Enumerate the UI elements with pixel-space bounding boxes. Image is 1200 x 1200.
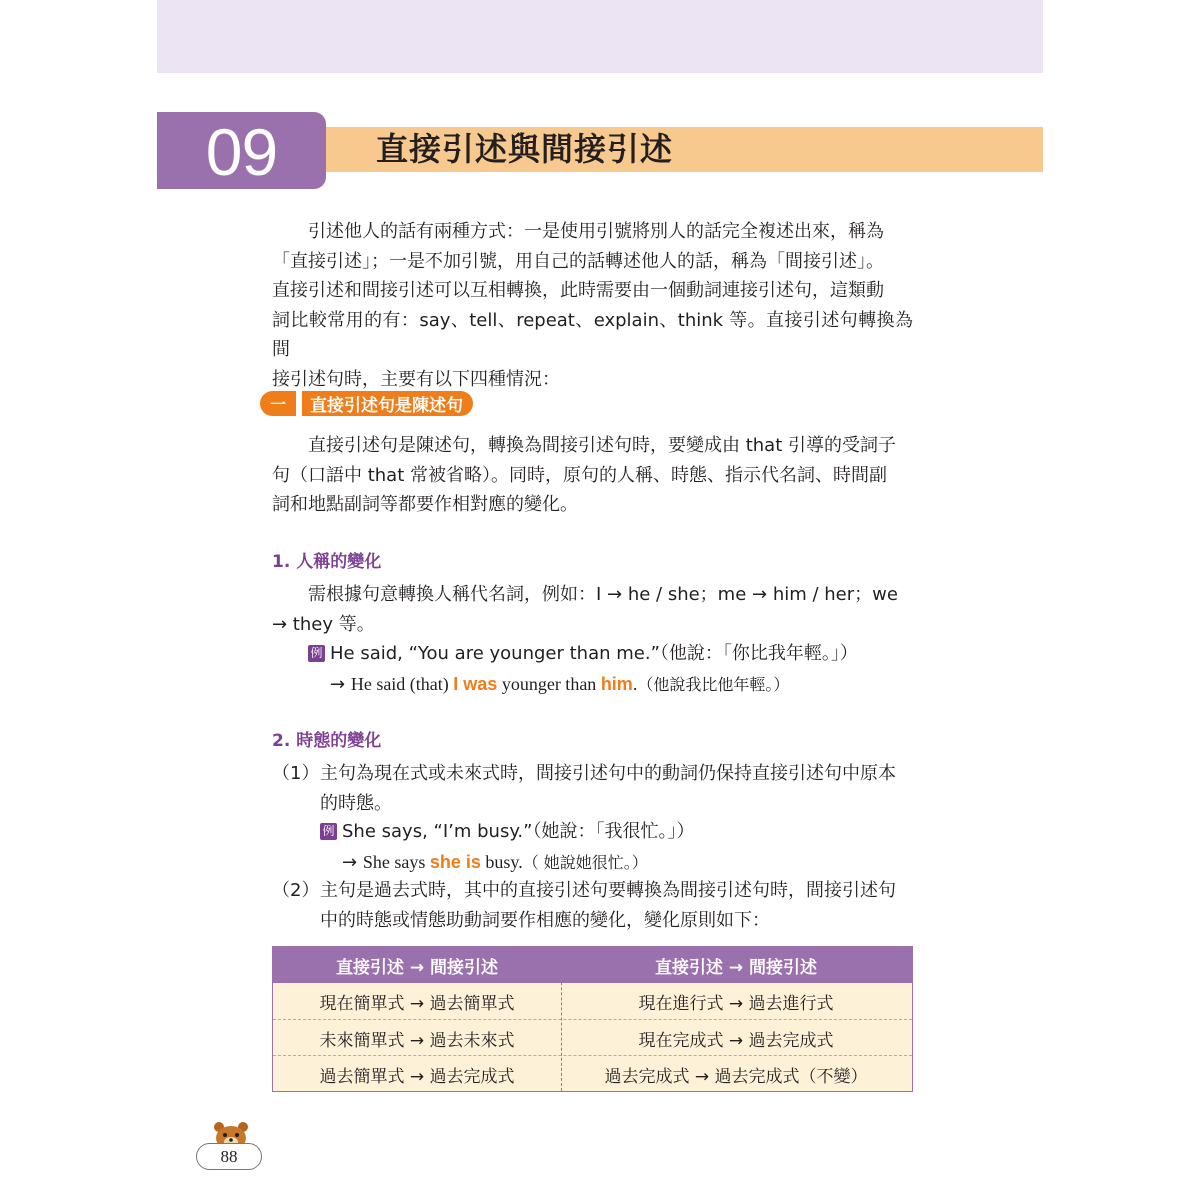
section-line: 直接引述句是陳述句，轉換為間接引述句時，要變成由 that 引導的受詞子 xyxy=(308,435,896,456)
answer-text: . xyxy=(632,674,638,694)
answer-highlight: I was xyxy=(453,674,498,694)
section-line: 句（口語中 that 常被省略）。同時，原句的人稱、時態、指示代名詞、時間副 xyxy=(272,464,887,486)
chapter-title: 直接引述與間接引述 xyxy=(376,130,674,168)
answer-text: She says xyxy=(362,852,430,872)
example-answer xyxy=(342,849,648,876)
section-paragraph xyxy=(272,431,913,520)
intro-line: 接引述句時，主要有以下四種情況： xyxy=(272,368,560,390)
arrow-icon: → xyxy=(342,852,358,873)
table-cell: 未來簡單式 → 過去未來式 xyxy=(319,1030,515,1051)
intro-paragraph xyxy=(272,217,913,394)
section-title: 直接引述句是陳述句 xyxy=(302,391,473,416)
table-header-cell: 直接引述 → 間接引述 xyxy=(335,957,499,978)
list-number: （2） xyxy=(272,880,320,901)
example-sentence xyxy=(320,819,694,845)
person-paragraph xyxy=(272,580,913,639)
chapter-title-bar xyxy=(326,127,1043,172)
header-band xyxy=(157,0,1043,73)
table-cell: 過去完成式 → 過去完成式（不變） xyxy=(604,1066,868,1087)
intro-line: 引述他人的話有兩種方式：一是使用引號將別人的話完全複述出來，稱為 xyxy=(308,221,884,242)
chapter-number: 09 xyxy=(205,114,278,189)
chapter-number-tab xyxy=(157,112,326,189)
answer-translation: （他說我比他年輕。） xyxy=(637,675,790,694)
subheading-tense: 2. 時態的變化 xyxy=(272,731,382,751)
list-line: 中的時態或情態助動詞要作相應的變化，變化原則如下： xyxy=(320,909,770,931)
column-divider xyxy=(561,947,562,1091)
example-text: He said, “You are younger than me.”（他說：「你比我年輕。」） xyxy=(330,643,858,664)
section-heading xyxy=(260,391,473,416)
person-line: 需根據句意轉換人稱代名詞，例如：I → he / she；me → him / her；we xyxy=(308,584,898,605)
answer-text: busy. xyxy=(480,852,523,872)
intro-line: 「直接引述」；一是不加引號，用自己的話轉述他人的話，稱為「間接引述」。 xyxy=(272,250,884,272)
answer-highlight: him xyxy=(600,674,633,694)
answer-highlight: she is xyxy=(429,852,481,872)
table-cell: 現在完成式 → 過去完成式 xyxy=(638,1030,834,1051)
intro-line: 直接引述和間接引述可以互相轉換，此時需要由一個動詞連接引述句，這類動 xyxy=(272,280,884,301)
page-number: 88 xyxy=(196,1143,262,1170)
example-badge: 例 xyxy=(308,645,325,662)
table-header-cell: 直接引述 → 間接引述 xyxy=(654,957,818,978)
list-number: （1） xyxy=(272,763,320,784)
table-header xyxy=(273,947,912,983)
example-answer xyxy=(330,671,789,698)
section-line: 詞和地點副詞等都要作相對應的變化。 xyxy=(272,494,578,515)
section-number: 一 xyxy=(260,391,296,416)
list-item xyxy=(272,876,913,936)
list-line: 的時態。 xyxy=(320,792,392,814)
table-cell: 現在簡單式 → 過去簡單式 xyxy=(319,993,515,1014)
list-item xyxy=(272,759,913,819)
arrow-icon: → xyxy=(330,674,346,695)
example-sentence xyxy=(308,641,858,667)
intro-line: 詞比較常用的有：say、tell、repeat、explain、think 等。直接引述句轉換為間 xyxy=(272,309,913,360)
subheading-person: 1. 人稱的變化 xyxy=(272,552,382,572)
table-cell: 現在進行式 → 過去進行式 xyxy=(638,993,834,1014)
tense-change-table xyxy=(272,946,913,1092)
list-line: 主句為現在式或未來式時，間接引述句中的動詞仍保持直接引述句中原本 xyxy=(320,763,896,784)
answer-text: younger than xyxy=(497,674,601,694)
person-line: → they 等。 xyxy=(272,613,375,635)
example-badge: 例 xyxy=(320,823,337,840)
answer-translation: （ 她說她很忙。） xyxy=(522,853,648,872)
list-line: 主句是過去式時，其中的直接引述句要轉換為間接引述句時，間接引述句 xyxy=(320,880,896,901)
answer-text: He said (that) xyxy=(350,674,454,694)
example-text: She says, “I’m busy.”（她說：「我很忙。」） xyxy=(342,821,695,842)
table-cell: 過去簡單式 → 過去完成式 xyxy=(319,1066,515,1087)
